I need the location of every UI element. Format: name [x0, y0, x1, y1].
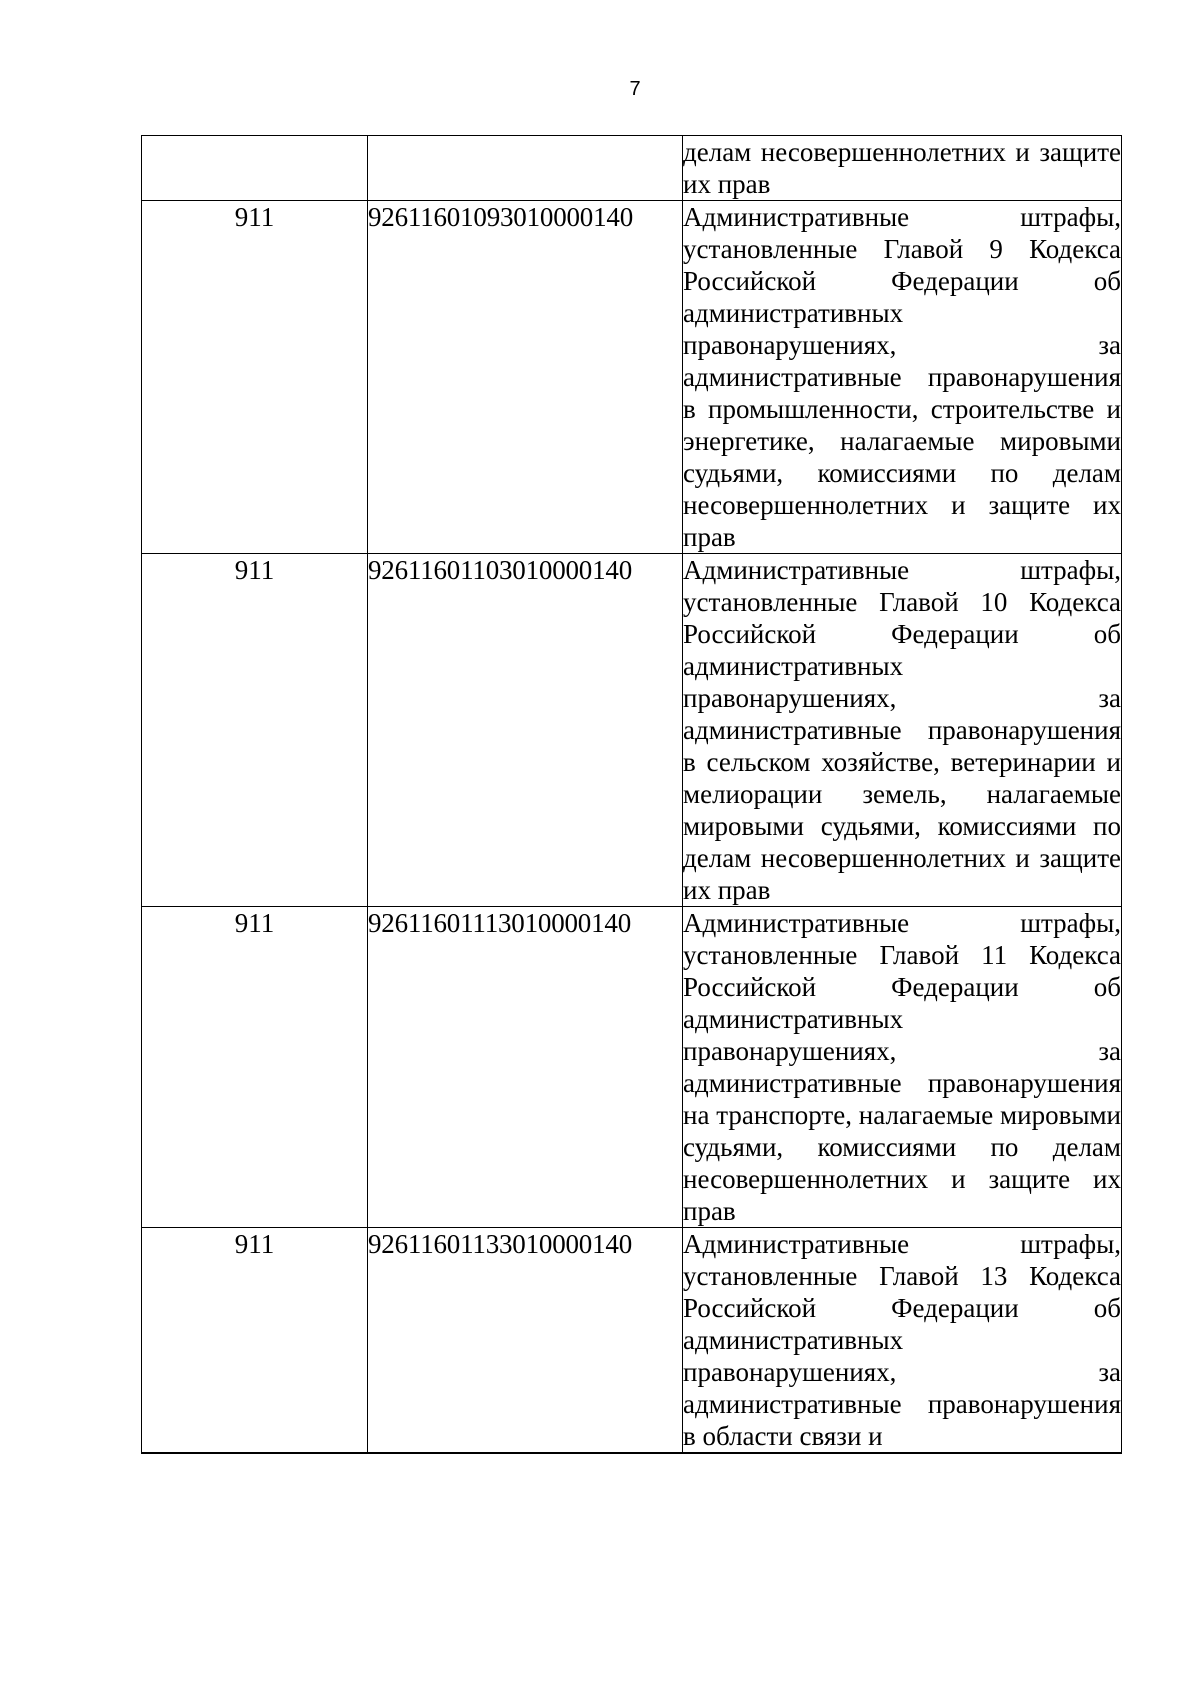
kbk-code-cell: 92611601113010000140	[368, 907, 683, 1228]
description-text: Административные штрафы, установленные Главой 9 Кодекса Российской Федерации об административных правонарушениях, за административные правонарушения в промышленности, строительстве и энергетике, налагаемые мировыми судьями, комиссиями по делам несовершеннолетних и защите их прав	[683, 202, 1121, 552]
description-cell	[683, 201, 1122, 554]
description-text: Административные штрафы, установленные Главой 13 Кодекса Российской Федерации об административных правонарушениях, за административные правонарушения в области связи и	[683, 1229, 1121, 1451]
description-cell	[683, 1228, 1122, 1454]
description-cell	[683, 136, 1122, 201]
table-row	[142, 201, 1122, 554]
description-cell	[683, 554, 1122, 907]
admin-code-cell	[142, 136, 368, 201]
admin-code-cell: 911	[142, 907, 368, 1228]
admin-code-cell: 911	[142, 1228, 368, 1454]
admin-code-cell: 911	[142, 201, 368, 554]
budget-classification-table	[141, 135, 1122, 1454]
page-number: 7	[629, 78, 641, 100]
kbk-code-cell: 92611601103010000140	[368, 554, 683, 907]
kbk-code-cell: 92611601093010000140	[368, 201, 683, 554]
description-cell	[683, 907, 1122, 1228]
kbk-code-cell: 92611601133010000140	[368, 1228, 683, 1454]
table-row	[142, 554, 1122, 907]
description-text: делам несовершеннолетних и защите их прав	[683, 137, 1121, 199]
table-row	[142, 907, 1122, 1228]
description-text: Административные штрафы, установленные Главой 10 Кодекса Российской Федерации об административных правонарушениях, за административные правонарушения в сельском хозяйстве, ветеринарии и мелиорации земель, налагаемые мировыми судьями, комиссиями по делам несовершеннолетних и защите их прав	[683, 555, 1121, 905]
description-text: Административные штрафы, установленные Главой 11 Кодекса Российской Федерации об административных правонарушениях, за административные правонарушения на транспорте, налагаемые мировыми судьями, комиссиями по делам несовершеннолетних и защите их прав	[683, 908, 1121, 1226]
admin-code-cell: 911	[142, 554, 368, 907]
table-row	[142, 1228, 1122, 1454]
table-row	[142, 136, 1122, 201]
kbk-code-cell	[368, 136, 683, 201]
